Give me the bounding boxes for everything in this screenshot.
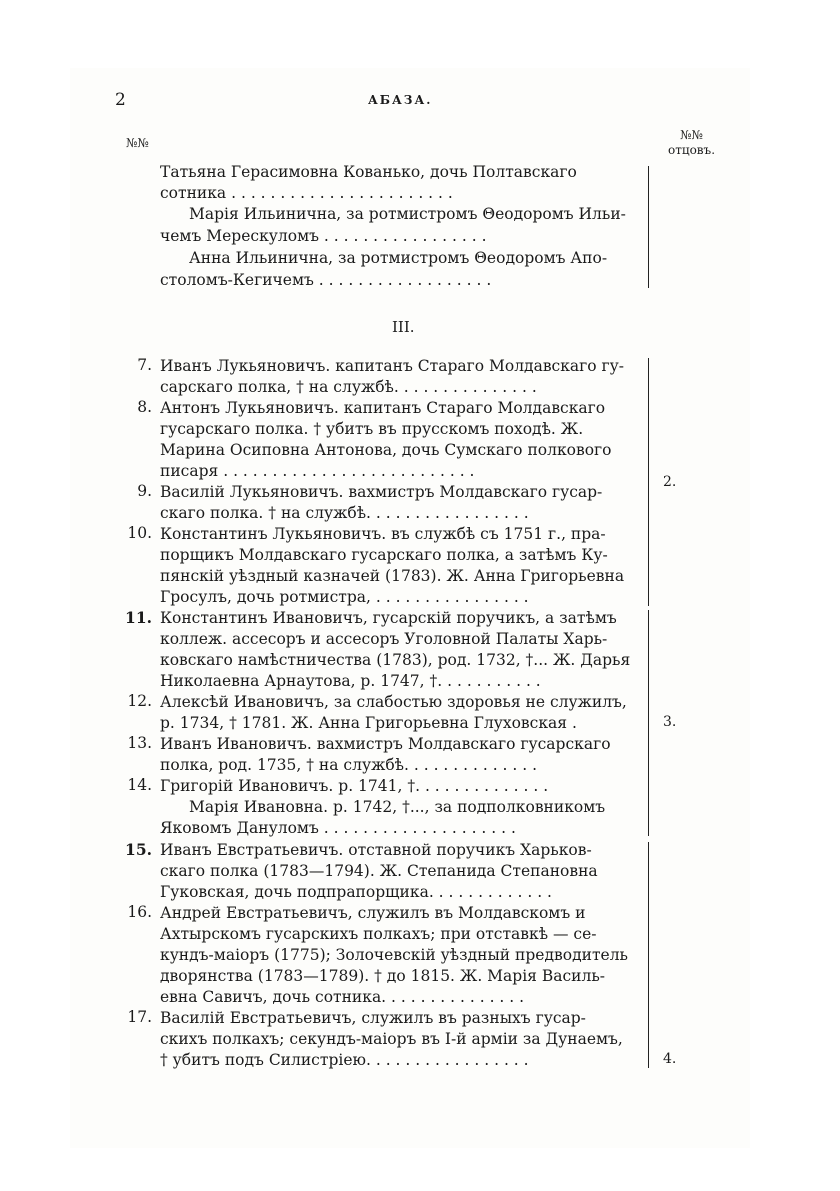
- parent-ref: 4.: [663, 1051, 677, 1067]
- parent-ref: 3.: [663, 714, 677, 730]
- entry-line: скихъ полкахъ; секундъ-маіоръ въ I-й арміи за Дунаемъ,: [160, 1030, 623, 1048]
- entry-line: писаря . . . . . . . . . . . . . . . . . . . . . . . . . .: [160, 462, 475, 480]
- entry-number: 16.: [127, 903, 152, 921]
- entry-number: 9.: [137, 482, 152, 500]
- column-header-fathers-line2: отцовъ.: [668, 143, 716, 157]
- bracket-group-4: [640, 842, 649, 1068]
- entry-line: Марина Осиповна Антонова, дочь Сумскаго полкового: [160, 441, 612, 459]
- entry-line: евна Савичъ, дочь сотника. . . . . . . . . . . . . . .: [160, 988, 525, 1006]
- entry-line: Василій Евстратьевичъ, служилъ въ разныхъ гусар-: [160, 1009, 586, 1027]
- entry-number: 17.: [127, 1008, 152, 1026]
- entry-number: 14.: [127, 776, 152, 794]
- entry-line: скаго полка. † на службѣ. . . . . . . . . . . . . . . . .: [160, 504, 529, 522]
- entry-line: скаго полка (1783—1794). Ж. Степанида Степановна: [160, 862, 598, 880]
- entry-line: Антонъ Лукьяновичъ. капитанъ Стараго Молдавскаго: [160, 399, 606, 417]
- section-title: III.: [392, 318, 415, 336]
- entry-line: Григорій Ивановичъ. р. 1741, †. . . . . . . . . . . . . .: [160, 777, 549, 795]
- intro-line: Анна Ильинична, за ротмистромъ Θеодоромъ Апо-: [189, 249, 608, 267]
- column-header-numbers: №№: [126, 136, 149, 150]
- entry-line: Алексѣй Ивановичъ, за слабостью здоровья не служилъ,: [160, 693, 627, 711]
- column-header-fathers-line1: №№: [680, 128, 703, 142]
- entry-line: сарскаго полка, † на службѣ. . . . . . . . . . . . . . .: [160, 378, 537, 396]
- entry-line: Андрей Евстратьевичъ, служилъ въ Молдавскомъ и: [160, 904, 586, 922]
- intro-line: столомъ-Кегичемъ . . . . . . . . . . . . . . . . . .: [160, 271, 492, 289]
- page-title: АБАЗА.: [368, 93, 433, 107]
- intro-line: чемъ Мерескуломъ . . . . . . . . . . . . . . . . .: [160, 227, 487, 245]
- page-number: 2: [115, 90, 126, 110]
- entry-line: Ахтырскомъ гусарскихъ полкахъ; при отставкѣ — се-: [160, 925, 597, 943]
- bracket-group-2: [640, 358, 649, 606]
- entry-line: гусарскаго полка. † убитъ въ прусскомъ походѣ. Ж.: [160, 420, 584, 438]
- parent-ref: 2.: [663, 474, 677, 490]
- entry-line: Иванъ Ивановичъ. вахмистръ Молдавскаго гусарскаго: [160, 735, 611, 753]
- entry-line: коллеж. ассесоръ и ассесоръ Уголовной Палаты Харь-: [160, 630, 608, 648]
- entry-line: Николаевна Арнаутова, р. 1747, †. . . . . . . . . . .: [160, 672, 541, 690]
- entry-line: † убитъ подъ Силистріею. . . . . . . . . . . . . . . . .: [160, 1051, 529, 1069]
- entry-line: дворянства (1783—1789). † до 1815. Ж. Марія Василь-: [160, 967, 606, 985]
- entry-number: 13.: [127, 734, 152, 752]
- entry-line: Яковомъ Дануломъ . . . . . . . . . . . . . . . . . . . .: [160, 819, 516, 837]
- entry-line: Гросулъ, дочь ротмистра, . . . . . . . . . . . . . . . .: [160, 588, 529, 606]
- intro-bracket: [640, 166, 649, 288]
- entry-line: Иванъ Евстратьевичъ. отставной поручикъ Харьков-: [160, 841, 592, 859]
- entry-number: 15.: [125, 840, 152, 859]
- entry-line: р. 1734, † 1781. Ж. Анна Григорьевна Глуховская .: [160, 714, 577, 732]
- entry-number: 11.: [125, 608, 152, 627]
- entry-line: кундъ-маіоръ (1775); Золочевскій уѣздный предводитель: [160, 946, 628, 964]
- entry-line: Василій Лукьяновичъ. вахмистръ Молдавскаго гусар-: [160, 483, 603, 501]
- entry-number: 8.: [137, 398, 152, 416]
- entry-line: порщикъ Молдавскаго гусарскаго полка, а затѣмъ Ку-: [160, 546, 608, 564]
- entry-line: Иванъ Лукьяновичъ. капитанъ Стараго Молдавскаго гу-: [160, 357, 625, 375]
- entry-line: Константинъ Лукьяновичъ. въ службѣ съ 1751 г., пра-: [160, 525, 606, 543]
- intro-line: Татьяна Герасимовна Кованько, дочь Полтавскаго: [160, 163, 577, 181]
- intro-line: сотника . . . . . . . . . . . . . . . . . . . . . . .: [160, 184, 453, 202]
- entry-line: ковскаго намѣстничества (1783), род. 1732, †... Ж. Дарья: [160, 651, 631, 669]
- entry-number: 10.: [127, 524, 152, 542]
- bracket-group-3: [640, 610, 649, 836]
- intro-line: Марія Ильинична, за ротмистромъ Θеодоромъ Ильи-: [189, 205, 626, 223]
- entry-number: 7.: [137, 356, 152, 374]
- entry-line: пянскій уѣздный казначей (1783). Ж. Анна Григорьевна: [160, 567, 625, 585]
- entry-line: Константинъ Ивановичъ, гусарскій поручикъ, а затѣмъ: [160, 609, 617, 627]
- entry-line: Марія Ивановна. р. 1742, †..., за подполковникомъ: [189, 798, 606, 816]
- entry-line: полка, род. 1735, † на службѣ. . . . . . . . . . . . . .: [160, 756, 538, 774]
- entry-number: 12.: [127, 692, 152, 710]
- column-header-fathers: [668, 128, 715, 158]
- entry-line: Гуковская, дочь подпрапорщика. . . . . . . . . . . . .: [160, 883, 552, 901]
